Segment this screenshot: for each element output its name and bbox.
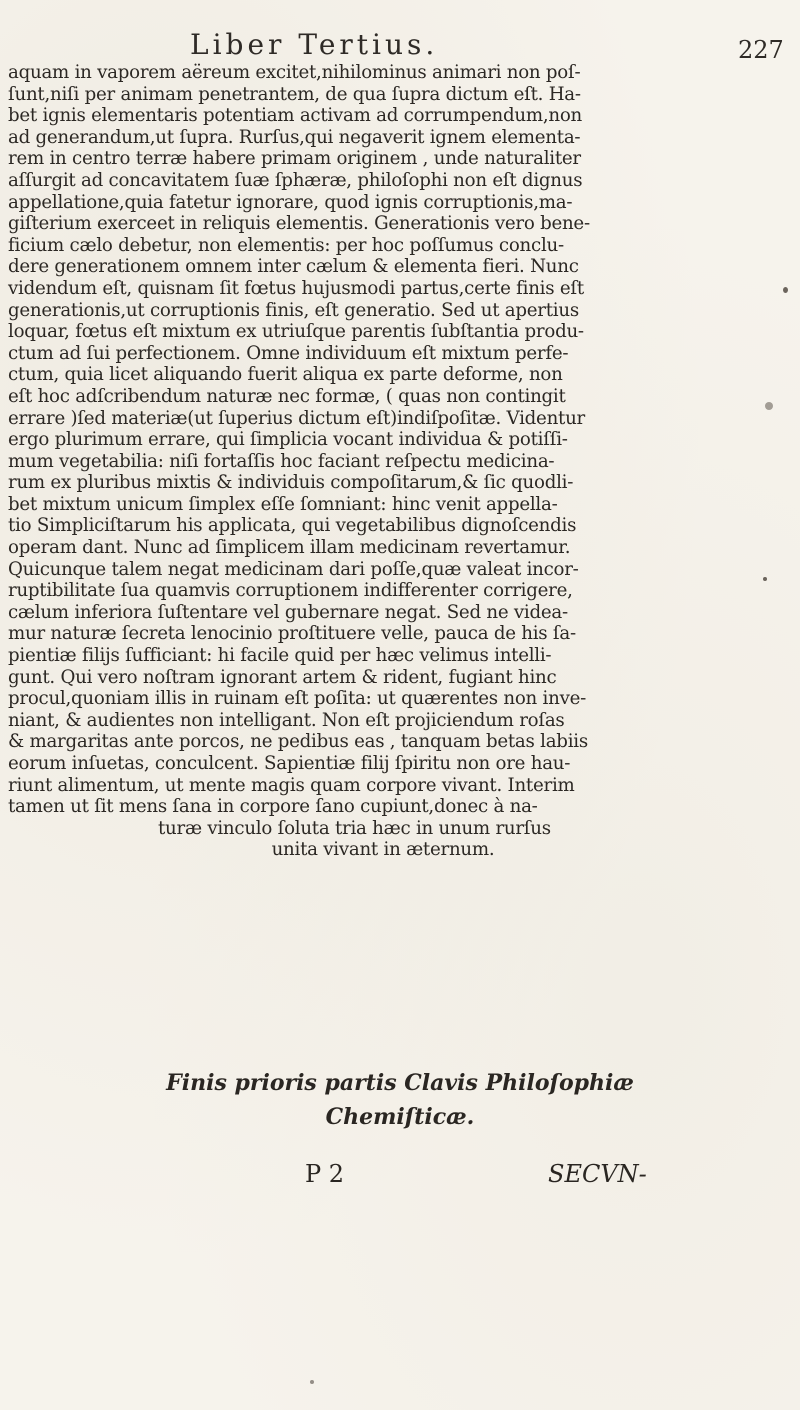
text-line: videndum eſt, quisnam ſit fœtus hujusmodi partus,certe finis eſt <box>8 277 584 299</box>
colophon-line: Chemiſticæ. <box>325 1104 475 1130</box>
text-line: bet mixtum unicum ſimplex eſſe ſomniant: hinc venit appella- <box>8 493 558 515</box>
text-line: dere generationem omnem inter cælum & elementa fieri. Nunc <box>8 256 579 278</box>
text-line: ficium cælo debetur, non elementis: per hoc poſſumus conclu- <box>8 234 564 256</box>
paper-fleck <box>783 287 788 293</box>
text-line: tio Simpliciſtarum his applicata, qui vegetabilibus dignoſcendis <box>8 515 577 537</box>
text-line: ſunt,niſi per animam penetrantem, de qua ſupra dictum eſt. Ha- <box>8 83 581 105</box>
text-line: rum ex pluribus mixtis & individuis compoſitarum,& ſic quodli- <box>8 472 574 494</box>
text-line: eſt hoc adſcribendum naturæ nec formæ, ( quas non contingit <box>8 385 566 407</box>
text-line: ergo plurimum errare, qui ſimplicia vocant individua & potiſſi- <box>8 429 568 451</box>
text-line: rem in centro terræ habere primam originem , unde naturaliter <box>8 148 581 170</box>
running-title: Liber Tertius. <box>190 28 439 61</box>
text-line: procul,quoniam illis in ruinam eſt poſita: ut quærentes non inve- <box>8 688 587 710</box>
text-line: pientiæ filijs ſufficiant: hi facile quid per hæc velimus intelli- <box>8 645 552 667</box>
text-line: eorum inſuetas, conculcent. Sapientiæ filij ſpiritu non ore hau- <box>8 753 571 774</box>
colophon <box>0 1066 800 1134</box>
text-line: gunt. Qui vero noſtram ignorant artem & rident, fugiant hinc <box>8 666 557 688</box>
text-line: mum vegetabilia: niſi fortaſſis hoc faciant reſpectu medicina- <box>8 450 555 472</box>
text-line: riunt alimentum, ut mente magis quam corpore vivant. Interim <box>8 774 575 796</box>
paper-fleck <box>763 577 767 581</box>
text-line: errare )ſed materiæ(ut ſuperius dictum eſt)indiſpoſitæ. Videntur <box>8 407 585 429</box>
signature-mark: P 2 <box>305 1160 345 1188</box>
text-line: ctum ad ſui perfectionem. Omne individuum eſt mixtum perfe- <box>8 342 569 364</box>
text-line: cælum inferiora ſuſtentare vel gubernare negat. Sed ne videa- <box>8 601 568 623</box>
text-line: Quicunque talem negat medicinam dari poſſe,quæ valeat incor- <box>8 558 579 580</box>
text-line: unita vivant in æternum. <box>271 839 495 861</box>
colophon-line: Finis prioris partis Clavis Philoſophiæ <box>166 1070 634 1096</box>
page-footer <box>0 1160 800 1200</box>
body-text <box>8 62 798 861</box>
text-line: giſterium exerceet in reliquis elementis. Generationis vero bene- <box>8 213 590 235</box>
text-line: ad generandum,ut ſupra. Rurſus,qui negaverit ignem elementa- <box>8 126 581 148</box>
text-line: operam dant. Nunc ad ſimplicem illam medicinam revertamur. <box>8 537 571 559</box>
paper-fleck <box>765 402 773 410</box>
text-line: loquar, fœtus eſt mixtum ex utriuſque parentis ſubſtantia produ- <box>8 321 584 343</box>
text-line: tamen ut ſit mens ſana in corpore ſano cupiunt,donec à na- <box>8 796 538 818</box>
paper-fleck <box>310 1380 314 1384</box>
text-line: turæ vinculo ſoluta tria hæc in unum rurſus <box>158 817 551 839</box>
text-line: bet ignis elementaris potentiam activam ad corrumpendum,non <box>8 105 582 127</box>
text-line: ctum, quia licet aliquando fuerit aliqua ex parte deforme, non <box>8 364 563 386</box>
text-line: aſſurgit ad concavitatem ſuæ ſphæræ, philoſophi non eſt dignus <box>8 169 583 191</box>
text-line: & margaritas ante porcos, ne pedibus eas , tanquam betas labiis <box>8 731 588 753</box>
catchword: SECVN- <box>548 1160 647 1188</box>
text-line: aquam in vaporem aëreum excitet,nihilominus animari non poſ- <box>8 62 581 83</box>
page-number: 227 <box>738 36 784 64</box>
text-line: niant, & audientes non intelligant. Non eſt projiciendum roſas <box>8 709 565 731</box>
text-line: mur naturæ ſecreta lenocinio proſtituere velle, pauca de his ſa- <box>8 623 576 645</box>
text-line: generationis,ut corruptionis finis, eſt generatio. Sed ut apertius <box>8 299 579 321</box>
text-line: appellatione,quia fatetur ignorare, quod ignis corruptionis,ma- <box>8 191 573 213</box>
text-line: ruptibilitate ſua quamvis corruptionem indifferenter corrigere, <box>8 580 573 602</box>
